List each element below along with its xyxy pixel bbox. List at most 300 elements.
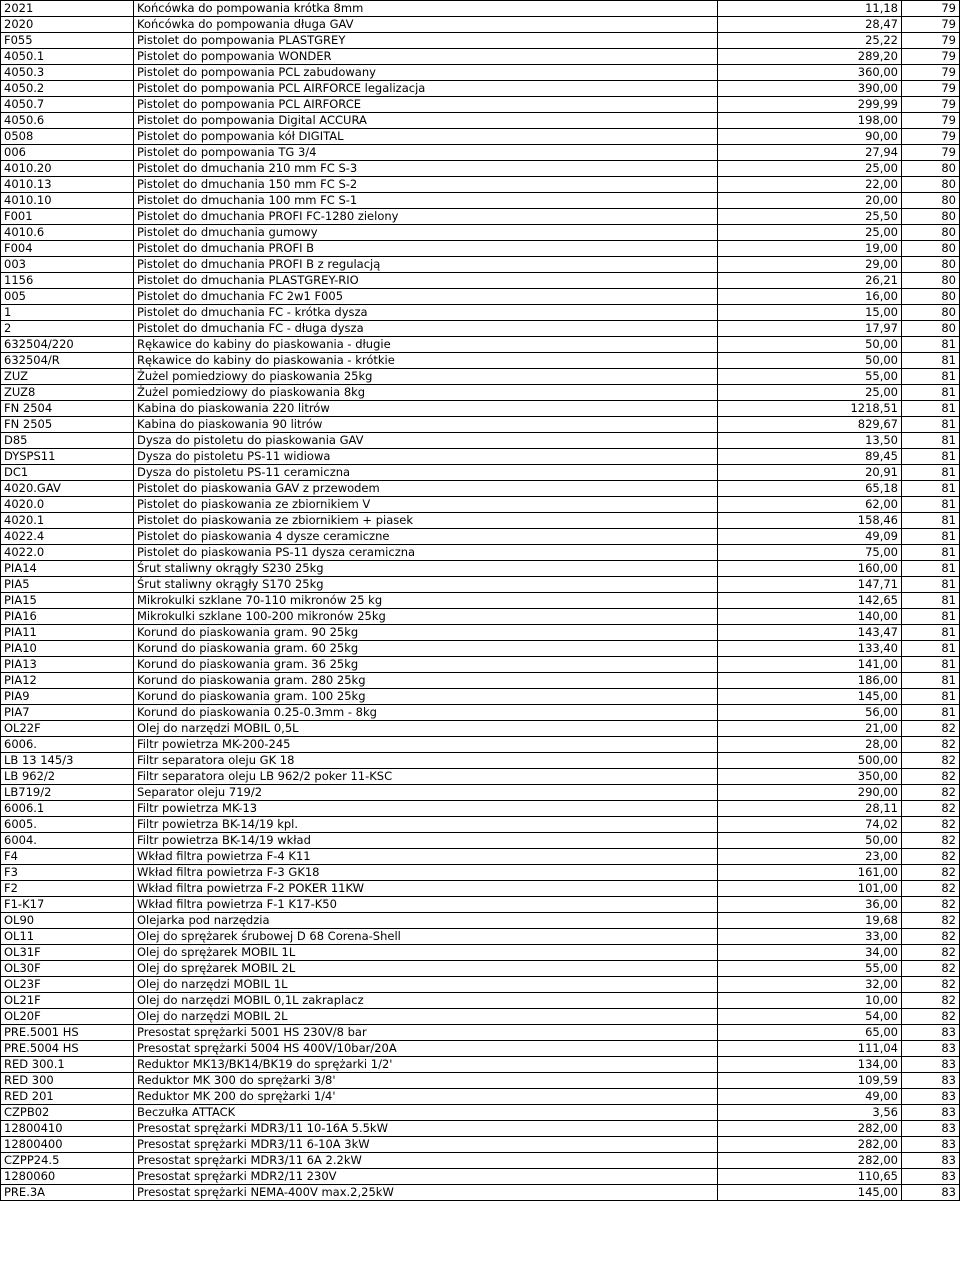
product-name-cell: Pistolet do dmuchania PROFI B z regulacją — [134, 257, 718, 273]
table-row — [1, 385, 960, 401]
page-number-cell: 82 — [902, 897, 960, 913]
table-row — [1, 881, 960, 897]
price-cell: 50,00 — [718, 337, 902, 353]
table-row — [1, 353, 960, 369]
page-number-cell: 81 — [902, 593, 960, 609]
product-name-cell: Kabina do piaskowania 90 litrów — [134, 417, 718, 433]
price-cell: 390,00 — [718, 81, 902, 97]
price-cell: 10,00 — [718, 993, 902, 1009]
table-row — [1, 737, 960, 753]
product-code-cell: 4010.13 — [1, 177, 134, 193]
price-cell: 62,00 — [718, 497, 902, 513]
table-row — [1, 529, 960, 545]
page-number-cell: 83 — [902, 1121, 960, 1137]
page-number-cell: 79 — [902, 145, 960, 161]
page-number-cell: 79 — [902, 81, 960, 97]
product-name-cell: Pistolet do piaskowania PS-11 dysza ceramiczna — [134, 545, 718, 561]
page-number-cell: 79 — [902, 97, 960, 113]
price-cell: 282,00 — [718, 1121, 902, 1137]
product-code-cell: PRE.5001 HS — [1, 1025, 134, 1041]
product-name-cell: Żużel pomiedziowy do piaskowania 8kg — [134, 385, 718, 401]
page-number-cell: 82 — [902, 737, 960, 753]
table-row — [1, 1073, 960, 1089]
table-row — [1, 977, 960, 993]
product-code-cell: DYSPS11 — [1, 449, 134, 465]
product-name-cell: Olej do sprężarek MOBIL 2L — [134, 961, 718, 977]
product-code-cell: 1 — [1, 305, 134, 321]
price-cell: 65,18 — [718, 481, 902, 497]
table-row — [1, 273, 960, 289]
table-row — [1, 785, 960, 801]
page-number-cell: 79 — [902, 65, 960, 81]
page-number-cell: 80 — [902, 193, 960, 209]
price-cell: 49,09 — [718, 529, 902, 545]
page-number-cell: 82 — [902, 785, 960, 801]
product-name-cell: Presostat sprężarki MDR3/11 6A 2.2kW — [134, 1153, 718, 1169]
product-name-cell: Korund do piaskowania gram. 280 25kg — [134, 673, 718, 689]
table-row — [1, 625, 960, 641]
product-name-cell: Presostat sprężarki 5004 HS 400V/10bar/20A — [134, 1041, 718, 1057]
product-code-cell: 4010.10 — [1, 193, 134, 209]
page-number-cell: 80 — [902, 225, 960, 241]
table-row — [1, 321, 960, 337]
product-name-cell: Wkład filtra powietrza F-2 POKER 11KW — [134, 881, 718, 897]
product-name-cell: Śrut staliwny okrągły S170 25kg — [134, 577, 718, 593]
table-row — [1, 33, 960, 49]
page-number-cell: 83 — [902, 1025, 960, 1041]
page-number-cell: 81 — [902, 689, 960, 705]
table-row — [1, 769, 960, 785]
product-code-cell: F055 — [1, 33, 134, 49]
product-code-cell: OL21F — [1, 993, 134, 1009]
table-row — [1, 417, 960, 433]
page-number-cell: 80 — [902, 161, 960, 177]
price-cell: 829,67 — [718, 417, 902, 433]
page-number-cell: 81 — [902, 673, 960, 689]
price-cell: 110,65 — [718, 1169, 902, 1185]
product-code-cell: PRE.5004 HS — [1, 1041, 134, 1057]
page-number-cell: 80 — [902, 273, 960, 289]
product-name-cell: Olej do narzędzi MOBIL 1L — [134, 977, 718, 993]
price-cell: 25,50 — [718, 209, 902, 225]
product-code-cell: F001 — [1, 209, 134, 225]
page-number-cell: 82 — [902, 881, 960, 897]
product-code-cell: 2021 — [1, 1, 134, 17]
price-cell: 19,68 — [718, 913, 902, 929]
page-number-cell: 82 — [902, 961, 960, 977]
page-number-cell: 80 — [902, 209, 960, 225]
page-number-cell: 81 — [902, 705, 960, 721]
price-cell: 29,00 — [718, 257, 902, 273]
product-name-cell: Wkład filtra powietrza F-3 GK18 — [134, 865, 718, 881]
price-cell: 25,00 — [718, 385, 902, 401]
product-name-cell: Presostat sprężarki MDR3/11 6-10A 3kW — [134, 1137, 718, 1153]
table-row — [1, 433, 960, 449]
product-name-cell: Śrut staliwny okrągły S230 25kg — [134, 561, 718, 577]
product-code-cell: OL20F — [1, 1009, 134, 1025]
page-number-cell: 81 — [902, 577, 960, 593]
page-number-cell: 80 — [902, 321, 960, 337]
product-name-cell: Filtr separatora oleju GK 18 — [134, 753, 718, 769]
price-cell: 65,00 — [718, 1025, 902, 1041]
table-row — [1, 721, 960, 737]
product-name-cell: Mikrokulki szklane 70-110 mikronów 25 kg — [134, 593, 718, 609]
price-cell: 23,00 — [718, 849, 902, 865]
product-code-cell: 4050.7 — [1, 97, 134, 113]
product-name-cell: Olej do narzędzi MOBIL 0,1L zakraplacz — [134, 993, 718, 1009]
page-number-cell: 83 — [902, 1089, 960, 1105]
table-row — [1, 657, 960, 673]
product-code-cell: 4050.3 — [1, 65, 134, 81]
table-row — [1, 849, 960, 865]
product-code-cell: RED 300.1 — [1, 1057, 134, 1073]
product-code-cell: 005 — [1, 289, 134, 305]
page-number-cell: 81 — [902, 353, 960, 369]
product-code-cell: F3 — [1, 865, 134, 881]
table-row — [1, 209, 960, 225]
product-code-cell: 2 — [1, 321, 134, 337]
table-row — [1, 593, 960, 609]
table-row — [1, 945, 960, 961]
product-code-cell: PIA12 — [1, 673, 134, 689]
page-number-cell: 81 — [902, 545, 960, 561]
table-row — [1, 97, 960, 113]
table-row — [1, 145, 960, 161]
product-name-cell: Presostat sprężarki 5001 HS 230V/8 bar — [134, 1025, 718, 1041]
page-number-cell: 82 — [902, 833, 960, 849]
page-number-cell: 82 — [902, 945, 960, 961]
page-number-cell: 83 — [902, 1153, 960, 1169]
product-code-cell: RED 201 — [1, 1089, 134, 1105]
product-code-cell: 4050.6 — [1, 113, 134, 129]
product-code-cell: 6004. — [1, 833, 134, 849]
table-row — [1, 81, 960, 97]
product-name-cell: Pistolet do pompowania WONDER — [134, 49, 718, 65]
table-row — [1, 513, 960, 529]
price-cell: 25,00 — [718, 161, 902, 177]
product-code-cell: 632504/220 — [1, 337, 134, 353]
price-cell: 74,02 — [718, 817, 902, 833]
page-number-cell: 82 — [902, 929, 960, 945]
price-cell: 25,22 — [718, 33, 902, 49]
table-row — [1, 913, 960, 929]
product-name-cell: Reduktor MK 300 do sprężarki 3/8' — [134, 1073, 718, 1089]
product-name-cell: Presostat sprężarki MDR2/11 230V — [134, 1169, 718, 1185]
product-code-cell: 4022.0 — [1, 545, 134, 561]
price-cell: 145,00 — [718, 1185, 902, 1201]
table-row — [1, 993, 960, 1009]
product-code-cell: OL23F — [1, 977, 134, 993]
product-code-cell: 2020 — [1, 17, 134, 33]
price-cell: 350,00 — [718, 769, 902, 785]
table-row — [1, 305, 960, 321]
price-cell: 16,00 — [718, 289, 902, 305]
product-name-cell: Korund do piaskowania gram. 60 25kg — [134, 641, 718, 657]
product-name-cell: Pistolet do dmuchania FC - długa dysza — [134, 321, 718, 337]
table-row — [1, 49, 960, 65]
price-cell: 20,00 — [718, 193, 902, 209]
product-code-cell: RED 300 — [1, 1073, 134, 1089]
price-cell: 11,18 — [718, 1, 902, 17]
product-name-cell: Pistolet do dmuchania PROFI FC-1280 zielony — [134, 209, 718, 225]
table-row — [1, 961, 960, 977]
price-cell: 147,71 — [718, 577, 902, 593]
product-name-cell: Mikrokulki szklane 100-200 mikronów 25kg — [134, 609, 718, 625]
table-row — [1, 753, 960, 769]
table-row — [1, 689, 960, 705]
price-list-body — [1, 1, 960, 1201]
product-code-cell: DC1 — [1, 465, 134, 481]
product-code-cell: 4010.6 — [1, 225, 134, 241]
table-row — [1, 401, 960, 417]
price-cell: 109,59 — [718, 1073, 902, 1089]
price-cell: 54,00 — [718, 1009, 902, 1025]
product-code-cell: FN 2505 — [1, 417, 134, 433]
product-name-cell: Pistolet do piaskowania ze zbiornikiem V — [134, 497, 718, 513]
product-code-cell: 4050.2 — [1, 81, 134, 97]
product-code-cell: 003 — [1, 257, 134, 273]
product-name-cell: Korund do piaskowania gram. 90 25kg — [134, 625, 718, 641]
table-row — [1, 161, 960, 177]
product-code-cell: PIA11 — [1, 625, 134, 641]
product-code-cell: LB 962/2 — [1, 769, 134, 785]
page-number-cell: 83 — [902, 1073, 960, 1089]
product-name-cell: Wkład filtra powietrza F-1 K17-K50 — [134, 897, 718, 913]
product-name-cell: Korund do piaskowania 0.25-0.3mm - 8kg — [134, 705, 718, 721]
table-row — [1, 241, 960, 257]
product-code-cell: OL22F — [1, 721, 134, 737]
product-code-cell: 6005. — [1, 817, 134, 833]
price-cell: 142,65 — [718, 593, 902, 609]
page-number-cell: 81 — [902, 465, 960, 481]
product-code-cell: CZPP24.5 — [1, 1153, 134, 1169]
table-row — [1, 1169, 960, 1185]
product-name-cell: Pistolet do dmuchania 150 mm FC S-2 — [134, 177, 718, 193]
page-number-cell: 83 — [902, 1105, 960, 1121]
table-row — [1, 545, 960, 561]
product-code-cell: 1156 — [1, 273, 134, 289]
table-row — [1, 177, 960, 193]
product-code-cell: PIA13 — [1, 657, 134, 673]
price-cell: 28,11 — [718, 801, 902, 817]
price-cell: 36,00 — [718, 897, 902, 913]
product-code-cell: 632504/R — [1, 353, 134, 369]
price-cell: 160,00 — [718, 561, 902, 577]
table-row — [1, 65, 960, 81]
product-name-cell: Korund do piaskowania gram. 36 25kg — [134, 657, 718, 673]
price-cell: 500,00 — [718, 753, 902, 769]
table-row — [1, 1025, 960, 1041]
table-row — [1, 1089, 960, 1105]
product-name-cell: Pistolet do pompowania kół DIGITAL — [134, 129, 718, 145]
page-number-cell: 81 — [902, 657, 960, 673]
page-number-cell: 83 — [902, 1137, 960, 1153]
table-row — [1, 225, 960, 241]
page-number-cell: 80 — [902, 305, 960, 321]
price-cell: 56,00 — [718, 705, 902, 721]
price-cell: 290,00 — [718, 785, 902, 801]
page-number-cell: 82 — [902, 817, 960, 833]
page-number-cell: 82 — [902, 993, 960, 1009]
table-row — [1, 577, 960, 593]
price-cell: 134,00 — [718, 1057, 902, 1073]
table-row — [1, 497, 960, 513]
page-number-cell: 79 — [902, 1, 960, 17]
product-code-cell: PIA10 — [1, 641, 134, 657]
product-name-cell: Końcówka do pompowania krótka 8mm — [134, 1, 718, 17]
product-code-cell: PIA15 — [1, 593, 134, 609]
product-name-cell: Reduktor MK 200 do sprężarki 1/4' — [134, 1089, 718, 1105]
page-number-cell: 82 — [902, 977, 960, 993]
product-name-cell: Wkład filtra powietrza F-4 K11 — [134, 849, 718, 865]
page-number-cell: 80 — [902, 257, 960, 273]
product-name-cell: Kabina do piaskowania 220 litrów — [134, 401, 718, 417]
product-code-cell: 4010.20 — [1, 161, 134, 177]
product-code-cell: D85 — [1, 433, 134, 449]
table-row — [1, 865, 960, 881]
product-name-cell: Pistolet do piaskowania 4 dysze ceramiczne — [134, 529, 718, 545]
table-row — [1, 1153, 960, 1169]
page-number-cell: 82 — [902, 865, 960, 881]
price-cell: 133,40 — [718, 641, 902, 657]
price-cell: 90,00 — [718, 129, 902, 145]
product-name-cell: Rękawice do kabiny do piaskowania - krótkie — [134, 353, 718, 369]
price-cell: 22,00 — [718, 177, 902, 193]
product-name-cell: Dysza do pistoletu PS-11 ceramiczna — [134, 465, 718, 481]
price-cell: 55,00 — [718, 961, 902, 977]
product-name-cell: Beczułka ATTACK — [134, 1105, 718, 1121]
page-number-cell: 82 — [902, 913, 960, 929]
page-number-cell: 81 — [902, 385, 960, 401]
page-number-cell: 83 — [902, 1041, 960, 1057]
price-cell: 13,50 — [718, 433, 902, 449]
product-code-cell: PIA7 — [1, 705, 134, 721]
table-row — [1, 705, 960, 721]
product-code-cell: 4050.1 — [1, 49, 134, 65]
product-code-cell: FN 2504 — [1, 401, 134, 417]
table-row — [1, 113, 960, 129]
product-code-cell: F4 — [1, 849, 134, 865]
page-number-cell: 83 — [902, 1169, 960, 1185]
page-number-cell: 81 — [902, 529, 960, 545]
price-cell: 289,20 — [718, 49, 902, 65]
page-number-cell: 81 — [902, 609, 960, 625]
table-row — [1, 817, 960, 833]
page-number-cell: 79 — [902, 49, 960, 65]
price-cell: 75,00 — [718, 545, 902, 561]
page-number-cell: 82 — [902, 769, 960, 785]
product-code-cell: CZPB02 — [1, 1105, 134, 1121]
page-number-cell: 82 — [902, 1009, 960, 1025]
price-cell: 28,47 — [718, 17, 902, 33]
product-code-cell: 006 — [1, 145, 134, 161]
page-number-cell: 81 — [902, 641, 960, 657]
price-cell: 55,00 — [718, 369, 902, 385]
page-number-cell: 81 — [902, 561, 960, 577]
product-name-cell: Pistolet do pompowania TG 3/4 — [134, 145, 718, 161]
price-cell: 299,99 — [718, 97, 902, 113]
product-name-cell: Rękawice do kabiny do piaskowania - długie — [134, 337, 718, 353]
table-row — [1, 369, 960, 385]
table-row — [1, 833, 960, 849]
product-name-cell: Dysza do pistoletu do piaskowania GAV — [134, 433, 718, 449]
product-name-cell: Pistolet do pompowania PCL AIRFORCE — [134, 97, 718, 113]
price-cell: 28,00 — [718, 737, 902, 753]
page-number-cell: 79 — [902, 33, 960, 49]
table-row — [1, 897, 960, 913]
table-row — [1, 289, 960, 305]
table-row — [1, 1121, 960, 1137]
product-code-cell: LB719/2 — [1, 785, 134, 801]
table-row — [1, 1041, 960, 1057]
product-code-cell: F2 — [1, 881, 134, 897]
price-cell: 186,00 — [718, 673, 902, 689]
price-cell: 17,97 — [718, 321, 902, 337]
product-name-cell: Olej do sprężarek MOBIL 1L — [134, 945, 718, 961]
price-cell: 161,00 — [718, 865, 902, 881]
price-cell: 26,21 — [718, 273, 902, 289]
price-cell: 1218,51 — [718, 401, 902, 417]
table-row — [1, 193, 960, 209]
product-name-cell: Korund do piaskowania gram. 100 25kg — [134, 689, 718, 705]
product-name-cell: Filtr powietrza MK-13 — [134, 801, 718, 817]
price-cell: 282,00 — [718, 1153, 902, 1169]
product-code-cell: PIA5 — [1, 577, 134, 593]
product-code-cell: 4020.GAV — [1, 481, 134, 497]
page-number-cell: 82 — [902, 801, 960, 817]
product-code-cell: 6006. — [1, 737, 134, 753]
product-name-cell: Pistolet do pompowania PLASTGREY — [134, 33, 718, 49]
product-code-cell: OL31F — [1, 945, 134, 961]
table-row — [1, 1137, 960, 1153]
product-code-cell: F1-K17 — [1, 897, 134, 913]
product-name-cell: Filtr separatora oleju LB 962/2 poker 11-KSC — [134, 769, 718, 785]
page-number-cell: 79 — [902, 129, 960, 145]
price-cell: 20,91 — [718, 465, 902, 481]
product-name-cell: Żużel pomiedziowy do piaskowania 25kg — [134, 369, 718, 385]
product-code-cell: F004 — [1, 241, 134, 257]
table-row — [1, 1009, 960, 1025]
price-cell: 158,46 — [718, 513, 902, 529]
page-number-cell: 81 — [902, 481, 960, 497]
page-number-cell: 81 — [902, 369, 960, 385]
table-row — [1, 673, 960, 689]
product-name-cell: Pistolet do dmuchania 100 mm FC S-1 — [134, 193, 718, 209]
price-cell: 360,00 — [718, 65, 902, 81]
table-row — [1, 481, 960, 497]
product-name-cell: Presostat sprężarki MDR3/11 10-16A 5.5kW — [134, 1121, 718, 1137]
page-number-cell: 83 — [902, 1057, 960, 1073]
product-name-cell: Końcówka do pompowania długa GAV — [134, 17, 718, 33]
price-cell: 89,45 — [718, 449, 902, 465]
page-number-cell: 81 — [902, 497, 960, 513]
price-cell: 27,94 — [718, 145, 902, 161]
product-name-cell: Dysza do pistoletu PS-11 widiowa — [134, 449, 718, 465]
product-name-cell: Pistolet do dmuchania 210 mm FC S-3 — [134, 161, 718, 177]
product-code-cell: ZUZ8 — [1, 385, 134, 401]
page-number-cell: 81 — [902, 449, 960, 465]
product-name-cell: Pistolet do dmuchania FC 2w1 F005 — [134, 289, 718, 305]
price-cell: 145,00 — [718, 689, 902, 705]
product-name-cell: Pistolet do piaskowania ze zbiornikiem + piasek — [134, 513, 718, 529]
product-code-cell: 4020.0 — [1, 497, 134, 513]
table-row — [1, 465, 960, 481]
price-cell: 141,00 — [718, 657, 902, 673]
product-code-cell: 4022.4 — [1, 529, 134, 545]
price-cell: 198,00 — [718, 113, 902, 129]
table-row — [1, 129, 960, 145]
product-code-cell: 0508 — [1, 129, 134, 145]
